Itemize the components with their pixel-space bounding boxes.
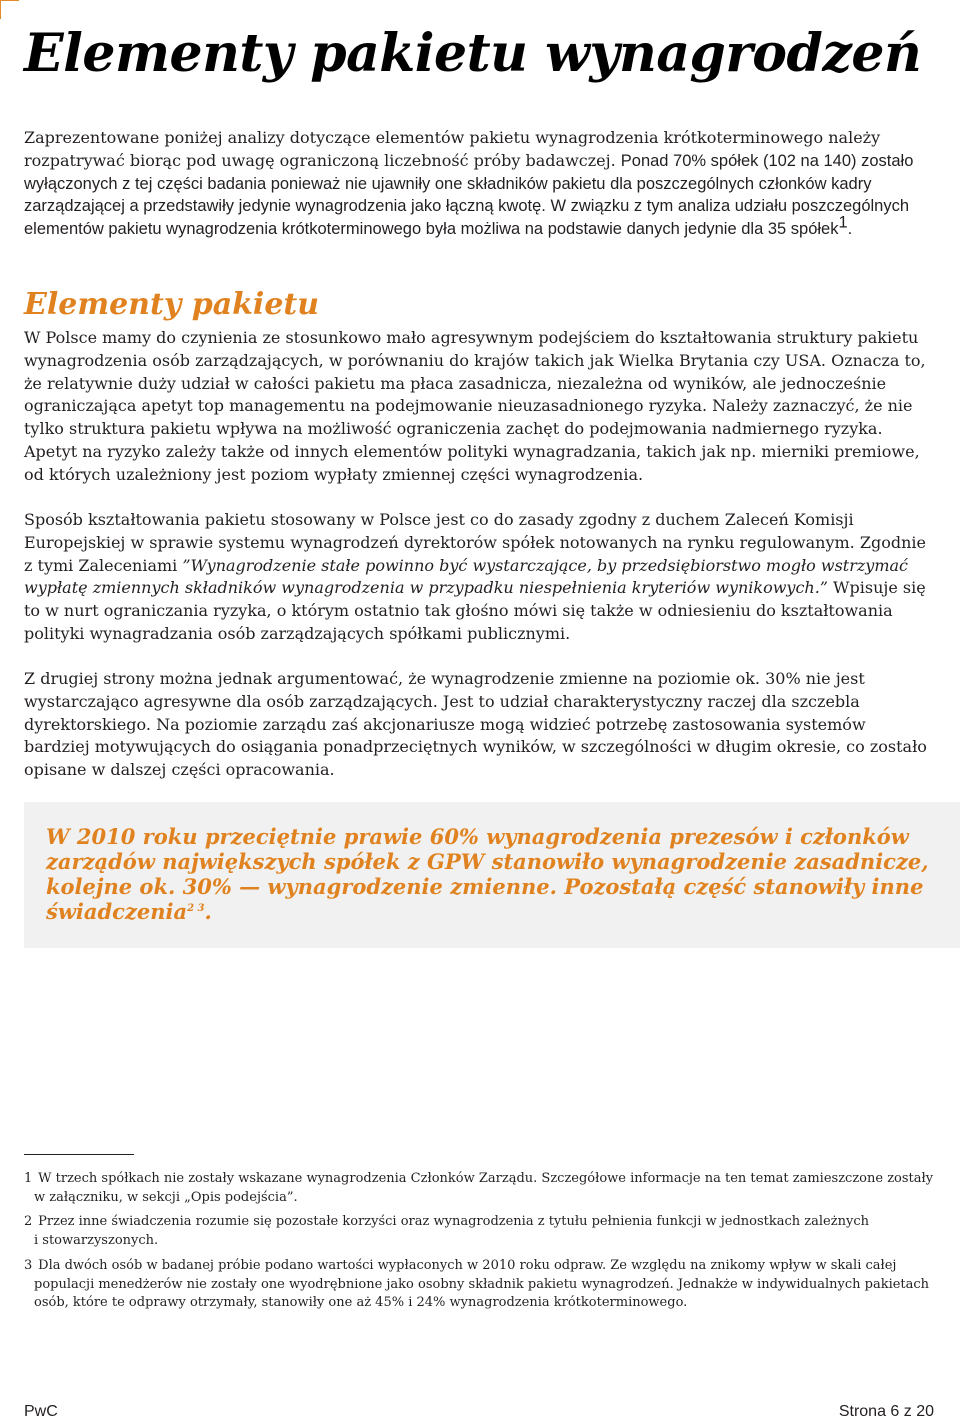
footnote-separator (24, 1154, 134, 1155)
page-number: Strona 6 z 20 (838, 1403, 934, 1420)
footnote-1 (24, 1170, 934, 1207)
footnote-ref-2-3: 2 3 (187, 903, 205, 914)
body-paragraph-1: W Polsce mamy do czynienia ze stosunkowo mało agresywnym podejściem do kształtowania struktury pakietu wynagrodzenia osób zarządzających, w porównaniu do krajów takich jak Wielka Brytania czy USA. Oznacza to, że relatywnie duży udział w całości pakietu ma płaca zasadnicza, niezależna od wyników, ale jednocześnie ograniczająca apetyt top managementu na podejmowanie nieuzasadnionego ryzyka. Należy zaznaczyć, że nie tylko struktura pakietu wpływa na możliwość ograniczenia zachęt do podejmowania nadmiernego ryzyka. Apetyt na ryzyko zależy także od innych elementów polityki wynagradzania, takich jak np. mierniki premiowe, od których uzależniony jest poziom wypłaty zmiennej części wynagrodzenia. (24, 328, 926, 484)
footnote-2 (24, 1213, 934, 1250)
footer-brand: PwC (24, 1403, 58, 1420)
callout-end: . (204, 899, 212, 924)
intro-sentence-2: Ponad 70% spółek (102 na 140) zostało wyłączonych z tej części badania ponieważ nie ujawniły one składników pakietu dla poszczególnych członków kadry zarządzającej a przedstawiły jedynie wynagrodzenia jako łączną kwotę. (24, 151, 914, 216)
section-heading: Elementy pakietu (24, 287, 320, 322)
paragraph-2-after: Wpisuje się to w nurt ograniczania ryzyka, o którym ostatnio tak głośno mówi się także w odniesieniu do kształtowania polityki wynagradzania osób zarządzających spółkami publicznymi. (24, 578, 926, 643)
footnote-number: 3 (24, 1258, 33, 1273)
footnote-number: 1 (24, 1171, 33, 1186)
footnote-text: W trzech spółkach nie zostały wskazane wynagrodzenia Członków Zarządu. Szczegółowe informacje na ten temat zamieszczone zostały (38, 1171, 934, 1186)
highlight-callout-box (24, 802, 960, 948)
footnote-text-cont: i stowarzyszonych. (34, 1232, 159, 1248)
intro-end: . (847, 220, 853, 239)
footnote-3 (24, 1257, 934, 1313)
intro-sentence-3: W związku z tym analiza udziału poszczególnych elementów pakietu wynagrodzenia krótkoterminowego była możliwa na podstawie danych jedynie dla 35 spółek (24, 197, 910, 239)
footnote-text-cont: populacji menedżerów nie zostały one wyodrębnione jako osobny składnik pakietu wynagrodzeń. Jednakże w indywidualnych pakietach osób, które te odprawy otrzymały, stanowiły one aż 45% i 24% wynagrodzenia krótkoterminowego. (34, 1276, 930, 1310)
callout-statement: W 2010 roku przeciętnie prawie 60% wynagrodzenia prezesów i członków zarządów największych spółek z GPW stanowiło wynagrodzenie zasadnicze, kolejne ok. 30% — wynagrodzenie zmienne. Pozostałą część stanowiły inne świadczenia (46, 824, 929, 924)
footnote-text: Dla dwóch osób w badanej próbie podano wartości wypłaconych w 2010 roku odpraw. Ze względu na znikomy wpływ w skali całej (38, 1258, 897, 1273)
body-paragraph-3: Z drugiej strony można jednak argumentować, że wynagrodzenie zmienne na poziomie ok. 30% nie jest wystarczająco agresywne dla osób zarządzających. Jest to udział charakterystyczny raczej dla szczebla dyrektorskiego. Na poziomie zarządu zaś akcjonariusze mogą widzieć potrzebę zastosowania systemów bardziej motywujących do osiągania ponadprzeciętnych wyników, w szczególności w długim okresie, co zostało opisane w dalszej części opracowania. (24, 669, 927, 780)
page-title: Elementy pakietu wynagrodzeń (24, 23, 922, 84)
intro-paragraph (24, 127, 934, 241)
footnote-number: 2 (24, 1214, 33, 1229)
recommendation-quote: ”Wynagrodzenie stałe powinno być wystarczające, by przedsiębiorstwo mogło wstrzymać wypłatę zmiennych składników wynagrodzenia w przypadku niespełnienia kryteriów wynikowych.” (24, 555, 908, 598)
paragraph-2-text: Sposób kształtowania pakietu stosowany w Polsce jest co do zasady zgodny z duchem Zaleceń Komisji Europejskiej w sprawie systemu wynagrodzeń dyrektorów spółek notowanych na rynku regulowanym. Zgodnie z tymi Zaleceniami (24, 510, 926, 575)
corner-crop-mark (0, 0, 19, 19)
callout-text (46, 824, 936, 924)
footnote-text-cont: w załączniku, w sekcji „Opis podejścia”. (34, 1189, 298, 1205)
body-paragraph-2 (24, 509, 934, 646)
footnote-ref-1: 1 (838, 213, 848, 232)
intro-sentence-1: Zaprezentowane poniżej analizy dotyczące elementów pakietu wynagrodzenia krótkoterminowego należy rozpatrywać biorąc pod uwagę ograniczoną liczebność próby badawczej. (24, 128, 881, 170)
footnote-text: Przez inne świadczenia rozumie się pozostałe korzyści oraz wynagrodzenia z tytułu pełnienia funkcji w jednostkach zależnych (38, 1214, 869, 1229)
